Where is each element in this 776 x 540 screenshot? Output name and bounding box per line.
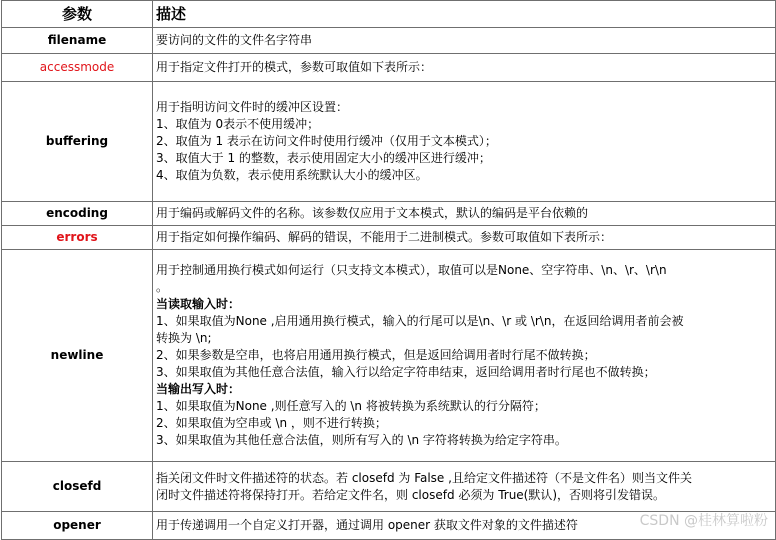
table-row — [2, 202, 776, 226]
desc-line: 3、如果取值为其他任意合法值，则所有写入的 \n 字符将转换为给定字符串。 — [156, 433, 567, 447]
desc-line: 用于指定文件打开的模式，参数可取值如下表所示： — [156, 60, 433, 74]
desc-line: 2、取值为 1 表示在访问文件时使用行缓冲（仅用于文本模式）； — [156, 134, 497, 148]
param-desc — [153, 28, 776, 54]
desc-line: 指关闭文件时文件描述符的状态。若 closefd 为 False ,且给定文件描述符（不是文件名）则当文件关 — [156, 470, 692, 485]
desc-line: 。 — [156, 280, 169, 294]
desc-line: 要访问的文件的文件名字符串 — [156, 33, 313, 47]
table-header-row — [2, 1, 776, 28]
desc-line: 闭时文件描述符将保持打开。若给定文件名，则 closefd 必须为 True(默认)，否则将引发错误。 — [156, 487, 666, 502]
desc-line: 2、如果取值为空串或 \n ，则不进行转换； — [156, 416, 387, 430]
param-name: encoding — [2, 202, 153, 226]
table-row — [2, 250, 776, 462]
desc-line: 转换为 \n; — [156, 331, 212, 345]
desc-line: 3、取值大于 1 的整数，表示使用固定大小的缓冲区进行缓冲； — [156, 151, 491, 165]
parameter-table — [1, 0, 776, 540]
param-name: newline — [2, 250, 153, 462]
param-name: opener — [2, 512, 153, 540]
desc-line: 用于指明访问文件时的缓冲区设置： — [156, 100, 349, 114]
desc-line: 1、如果取值为None ,则任意写入的 \n 将被转换为系统默认的行分隔符； — [156, 399, 546, 413]
param-name: accessmode — [2, 54, 153, 82]
desc-line: 1、取值为 0表示不使用缓冲； — [156, 117, 320, 131]
desc-line: 2、如果参数是空串，也将启用通用换行模式，但是返回给调用者时行尾不做转换； — [156, 348, 596, 362]
watermark: CSDN @桂林算啦粉 — [639, 513, 768, 529]
desc-subheading: 当输出写入时： — [156, 382, 241, 396]
param-name: filename — [2, 28, 153, 54]
param-name: buffering — [2, 82, 153, 202]
table-row — [2, 82, 776, 202]
param-desc — [153, 202, 776, 226]
desc-line: 4、取值为负数，表示使用系统默认大小的缓冲区。 — [156, 168, 428, 182]
table-row — [2, 226, 776, 250]
header-param: 参数 — [2, 1, 153, 28]
desc-line: 用于指定如何操作编码、解码的错误，不能用于二进制模式。参数可取值如下表所示： — [156, 230, 613, 244]
param-desc — [153, 82, 776, 202]
table-row — [2, 28, 776, 54]
param-desc — [153, 54, 776, 82]
param-desc — [153, 226, 776, 250]
desc-line: 用于控制通用换行模式如何运行（只支持文本模式），取值可以是None、空字符串、\n、\r、\r\n — [156, 263, 667, 277]
desc-line: 3、如果取值为其他任意合法值，输入行以给定字符串结束，返回给调用者时行尾也不做转换； — [156, 365, 656, 379]
desc-line: 用于编码或解码文件的名称。该参数仅应用于文本模式，默认的编码是平台依赖的 — [156, 206, 589, 220]
desc-subheading: 当读取输入时： — [156, 297, 241, 311]
table-row — [2, 54, 776, 82]
param-desc — [153, 462, 776, 512]
param-name: closefd — [2, 462, 153, 512]
table-row — [2, 462, 776, 512]
desc-line: 1、如果取值为None ,启用通用换行模式，输入的行尾可以是\n、\r 或 \r\n，在返回给调用者前会被 — [156, 314, 684, 328]
param-name: errors — [2, 226, 153, 250]
header-desc: 描述 — [153, 1, 776, 28]
param-desc — [153, 250, 776, 462]
desc-line: 用于传递调用一个自定义打开器，通过调用 opener 获取文件对象的文件描述符 — [156, 518, 578, 532]
